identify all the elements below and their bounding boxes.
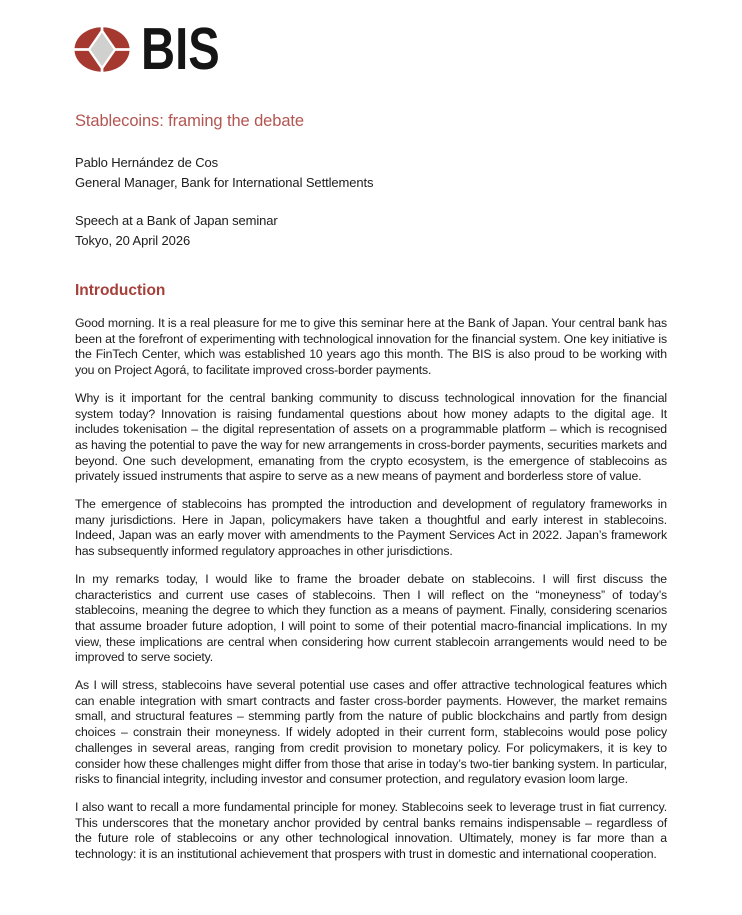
author-name: Pablo Hernández de Cos (75, 155, 219, 170)
paragraph-3: The emergence of stablecoins has prompted the introduction and development of regulatory frameworks in many jurisdictions. Here in Japan, policymakers have taken a thoughtful and early interest in stablecoins. Indeed, Japan was an early mover with amendments to the Payment Services Act in 2022. Japan’s framework has subsequently informed regulatory approaches in other jurisdictions. (75, 497, 667, 559)
paragraph-1: Good morning. It is a real pleasure for me to give this seminar here at the Bank of Japan. Your central bank has been at the forefront of experimenting with technological innovation for the financial system. One key initiative is the FinTech Center, which was established 10 years ago this month. The BIS is also proud to be working with you on Project Agorá, to facilitate improved cross-border payments. (75, 316, 667, 378)
author-block (75, 153, 667, 193)
bis-logo-icon (74, 26, 132, 73)
event-block (75, 211, 667, 251)
document-title: Stablecoins: framing the debate (75, 112, 304, 130)
event-line: Speech at a Bank of Japan seminar (75, 213, 278, 228)
paragraph-4: In my remarks today, I would like to frame the broader debate on stablecoins. I will first discuss the characteristics and current use cases of stablecoins. Then I will reflect on the “moneyness” of today’s stablecoins, meaning the degree to which they function as a means of payment. Finally, considering scenarios that assume broader future adoption, I will point to some of their potential macro-financial implications. In my view, these implications are central when considering how current stablecoin arrangements would need to be improved to serve society. (75, 571, 667, 665)
paragraph-6: I also want to recall a more fundamental principle for money. Stablecoins seek to leverage trust in fiat currency. This underscores that the monetary anchor provided by central banks remains indispensable – regardless of the future role of stablecoins or any other technological innovation. Ultimately, money is far more than a technology: it is an institutional achievement that prospers with trust in domestic and international cooperation. (75, 799, 667, 862)
paragraph-2: Why is it important for the central banking community to discuss technological innovation for the financial system today? Innovation is raising fundamental questions about how money adapts to the digital age. It includes tokenisation – the digital representation of assets on a programmable platform – which is recognised as having the potential to pave the way for new arrangements in cross-border payments, securities markets and beyond. One such development, emanating from the crypto ecosystem, is the emergence of stablecoins as privately issued instruments that aspire to serve as a new means of payment and borderless store of value. (75, 390, 667, 484)
author-role: General Manager, Bank for International Settlements (75, 175, 374, 190)
bis-logo (74, 15, 667, 82)
venue-date-line: Tokyo, 20 April 2026 (75, 233, 191, 248)
bis-wordmark: BIS (141, 15, 220, 82)
speech-body (75, 316, 667, 863)
paragraph-5: As I will stress, stablecoins have several potential use cases and offer attractive technological features which can enable integration with smart contracts and faster cross-border payments. However, the market remains small, and structural features – stemming partly from the nature of public blockchains and partly from design choices – constrain their moneyness. If widely adopted in their current form, stablecoins would pose policy challenges in several areas, ranging from credit provision to monetary policy. For policymakers, it is key to consider how these challenges might differ from those that arise in today’s two-tier banking system. In particular, risks to financial integrity, including investor and consumer protection, and regulatory evasion loom large. (75, 678, 667, 787)
section-heading-introduction: Introduction (75, 282, 166, 299)
